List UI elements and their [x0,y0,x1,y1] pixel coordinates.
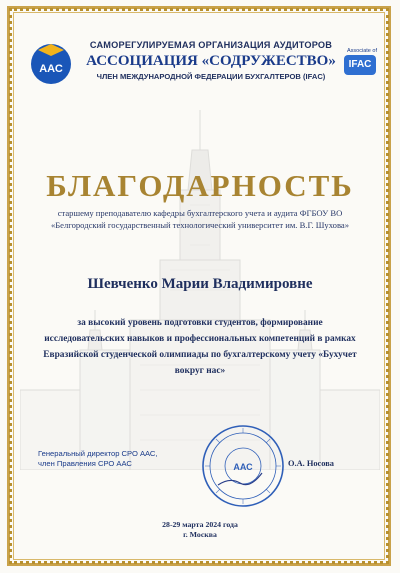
signer-position-line2: член Правления СРО ААС [38,459,132,468]
header-ifac-membership: ЧЛЕН МЕЖДУНАРОДНОЙ ФЕДЕРАЦИИ БУХГАЛТЕРОВ (IFAC) [96,72,326,81]
header-association-name: АССОЦИАЦИЯ «СОДРУЖЕСТВО» [86,53,336,69]
ifac-associate-caption: Associate of [347,48,377,54]
stamp-center-text: ААС [233,462,253,472]
signer-name: О.А. Носова [288,459,334,468]
event-city: г. Москва [183,530,217,539]
header-line-sro: САМОРЕГУЛИРУЕМАЯ ОРГАНИЗАЦИЯ АУДИТОРОВ [89,40,333,50]
signer-position [38,449,208,469]
recipient-name: Шевченко Марии Владимировне [87,276,313,292]
ifac-logo: IFAC [344,55,376,75]
event-date: 28-29 марта 2024 года [162,520,238,529]
aas-logo-text: ААС [39,63,63,75]
aas-logo [28,42,74,86]
certificate-title: БЛАГОДАРНОСТЬ [46,168,354,203]
recipient-description: старшему преподавателю кафедры бухгалтерского учета и аудита ФГБОУ ВО «Белгородский государственный технологический университет им. В.Г. Шухова» [50,208,350,230]
award-reason: за высокий уровень подготовки студентов, формирование исследовательских навыков и профессиональных компетенций в рамках Евразийской студенческой олимпиады по бухгалтерскому учету «Бухучет вокруг нас» [43,318,357,376]
official-stamp [200,423,286,509]
organization-header [22,40,378,90]
signer-position-line1: Генеральный директор СРО ААС, [38,449,158,458]
